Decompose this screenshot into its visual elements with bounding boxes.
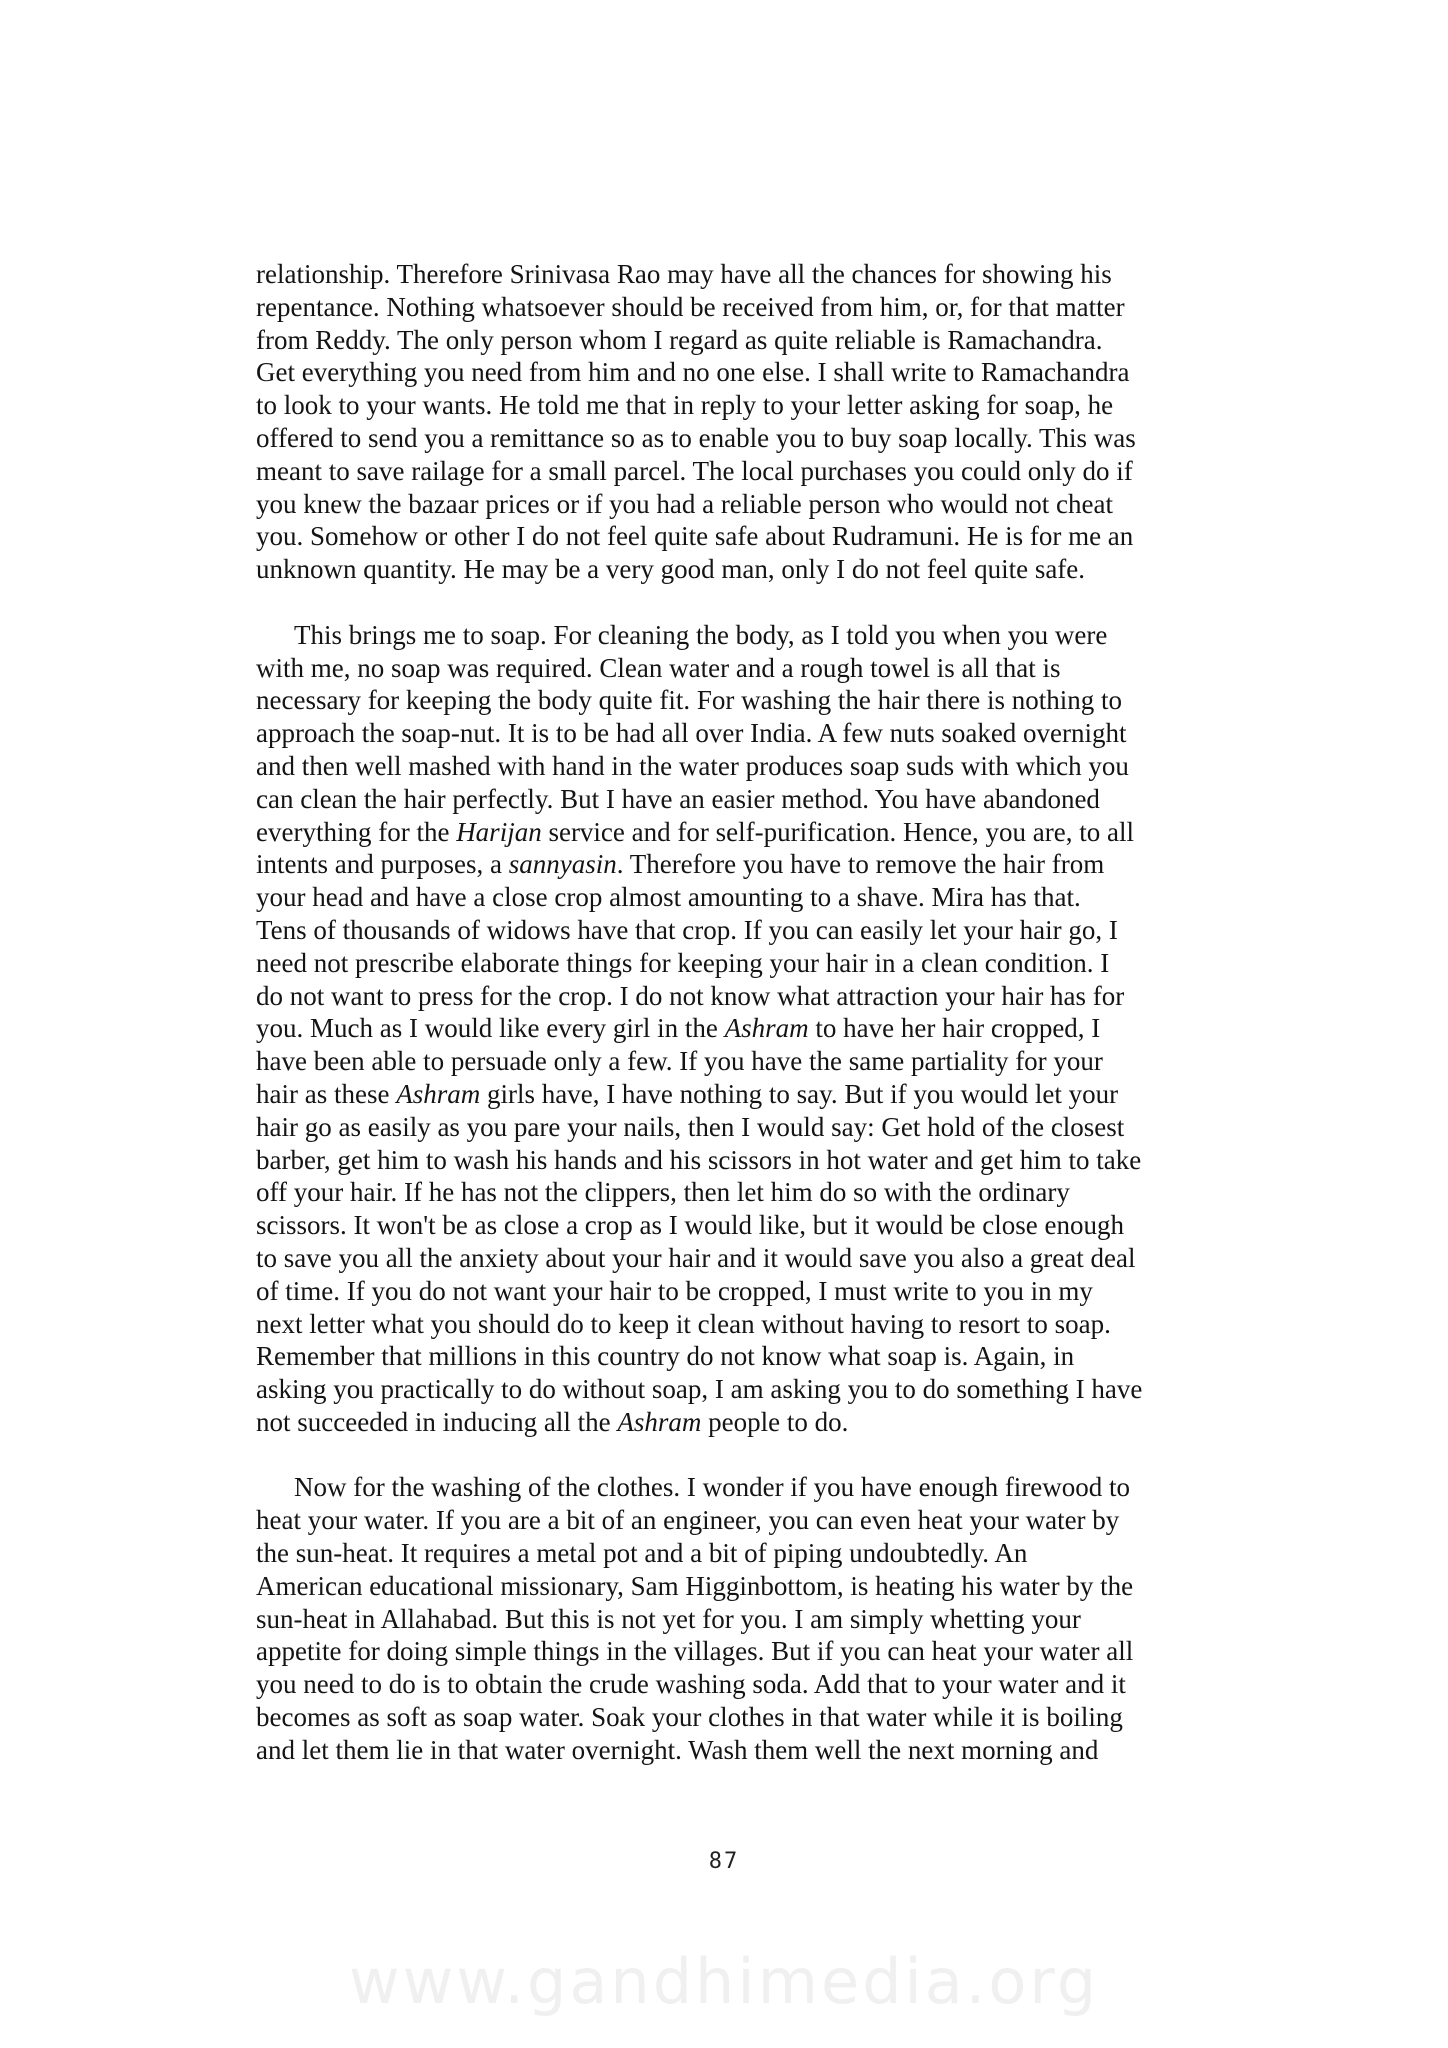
text-line: Remember that millions in this country do not know what soap is. Again, in [256, 1341, 1075, 1372]
text-line [256, 1406, 1206, 1439]
text-line: approach the soap-nut. It is to be had all over India. A few nuts soaked overnight [256, 718, 1127, 749]
text-segment: you. Much as I would like every girl in the [256, 1013, 725, 1044]
watermark: www.gandhimedia.org [348, 1945, 1100, 2018]
text-line: do not want to press for the crop. I do not know what attraction your hair has for [256, 980, 1125, 1011]
text-line [256, 1012, 1206, 1045]
text-line: off your hair. If he has not the clippers, then let him do so with the ordinary [256, 1177, 1070, 1208]
text-segment: service and for self-purification. Hence, you are, to all [541, 816, 1134, 847]
text-line: repentance. Nothing whatsoever should be received from him, or, for that matter [256, 291, 1125, 322]
text-line [256, 816, 1206, 849]
text-segment: not succeeded in inducing all the [256, 1406, 618, 1437]
text-line: necessary for keeping the body quite fit. For washing the hair there is nothing to [256, 685, 1123, 716]
text-line: to save you all the anxiety about your hair and it would save you also a great deal [256, 1242, 1136, 1273]
text-line: to look to your wants. He told me that in reply to your letter asking for soap, he [256, 390, 1114, 421]
text-line: the sun-heat. It requires a metal pot and a bit of piping undoubtedly. An [256, 1538, 1028, 1569]
text-line: have been able to persuade only a few. If you have the same partiality for your [256, 1046, 1103, 1077]
text-line: This brings me to soap. For cleaning the body, as I told you when you were [294, 619, 1108, 650]
text-line: sun-heat in Allahabad. But this is not yet for you. I am simply whetting your [256, 1603, 1081, 1634]
text-line: scissors. It won't be as close a crop as I would like, but it would be close enough [256, 1210, 1124, 1241]
text-line: with me, no soap was required. Clean water and a rough towel is all that is [256, 652, 1061, 683]
text-line: you knew the bazaar prices or if you had a reliable person who would not cheat [256, 488, 1113, 519]
text-line: becomes as soft as soap water. Soak your clothes in that water while it is boiling [256, 1702, 1123, 1733]
text-segment: to have her hair cropped, I [808, 1013, 1101, 1044]
text-line: offered to send you a remittance so as to enable you to buy soap locally. This was [256, 422, 1136, 453]
text-segment: girls have, I have nothing to say. But if you would let your [480, 1078, 1119, 1109]
text-line: heat your water. If you are a bit of an engineer, you can even heat your water by [256, 1505, 1120, 1536]
text-line: Get everything you need from him and no one else. I shall write to Ramachandra [256, 357, 1130, 388]
text-line: unknown quantity. He may be a very good man, only I do not feel quite safe. [256, 554, 1086, 585]
text-line: and let them lie in that water overnight. Wash them well the next morning and [256, 1734, 1099, 1765]
text-segment: . Therefore you have to remove the hair from [616, 849, 1105, 880]
text-line: you. Somehow or other I do not feel quite safe about Rudramuni. He is for me an [256, 521, 1134, 552]
text-line: meant to save railage for a small parcel. The local purchases you could only do if [256, 455, 1133, 486]
italic-term: Harijan [456, 816, 542, 847]
text-line: of time. If you do not want your hair to be cropped, I must write to you in my [256, 1275, 1093, 1306]
italic-term: Ashram [396, 1078, 481, 1109]
text-line: Now for the washing of the clothes. I wonder if you have enough firewood to [294, 1472, 1131, 1503]
paragraph [256, 1471, 1206, 1766]
text-line: from Reddy. The only person whom I regard as quite reliable is Ramachandra. [256, 324, 1103, 355]
page-number: 87 [708, 1849, 740, 1874]
text-line: hair go as easily as you pare your nails, then I would say: Get hold of the closest [256, 1111, 1125, 1142]
text-line [256, 848, 1206, 881]
text-line: relationship. Therefore Srinivasa Rao may have all the chances for showing his [256, 259, 1112, 289]
italic-term: Ashram [617, 1406, 702, 1437]
italic-term: sannyasin [508, 849, 617, 880]
paragraph [256, 258, 1206, 586]
text-segment: intents and purposes, a [256, 849, 509, 880]
italic-term: Ashram [724, 1013, 809, 1044]
text-line: and then well mashed with hand in the water produces soap suds with which you [256, 750, 1129, 781]
text-line: Tens of thousands of widows have that crop. If you can easily let your hair go, I [256, 914, 1118, 945]
text-line: asking you practically to do without soap, I am asking you to do something I have [256, 1374, 1143, 1405]
text-line: appetite for doing simple things in the villages. But if you can heat your water all [256, 1636, 1134, 1667]
text-line: you need to do is to obtain the crude washing soda. Add that to your water and it [256, 1669, 1126, 1700]
paragraph [256, 619, 1206, 1439]
text-line: American educational missionary, Sam Higginbottom, is heating his water by the [256, 1570, 1134, 1601]
text-line: need not prescribe elaborate things for keeping your hair in a clean condition. I [256, 947, 1110, 978]
text-line [256, 1078, 1206, 1111]
text-segment: people to do. [701, 1406, 849, 1437]
letter-body [256, 258, 1206, 1799]
text-line: can clean the hair perfectly. But I have an easier method. You have abandoned [256, 783, 1100, 814]
text-line: barber, get him to wash his hands and his scissors in hot water and get him to take [256, 1144, 1142, 1175]
text-segment: hair as these [256, 1078, 397, 1109]
text-line: next letter what you should do to keep it clean without having to resort to soap. [256, 1308, 1111, 1339]
text-segment: everything for the [256, 816, 457, 847]
text-line: your head and have a close crop almost amounting to a shave. Mira has that. [256, 882, 1081, 913]
